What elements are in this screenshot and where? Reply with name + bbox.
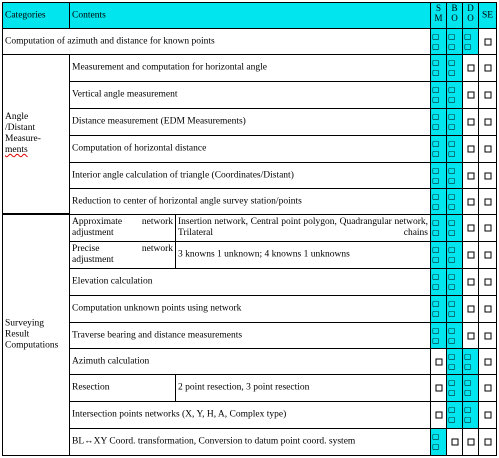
mark-cell: [462, 322, 479, 349]
mark-cell: [462, 428, 479, 456]
checkbox-icon: ▢: [432, 112, 440, 121]
checkbox-icon: [467, 172, 474, 179]
mark-cell: [430, 374, 447, 402]
mark-cell: [462, 241, 479, 269]
checkbox-icon: ▢: [432, 175, 440, 185]
mark-cell: [478, 374, 497, 402]
header-sm-line1: S: [435, 3, 441, 13]
checkbox-icon: [467, 279, 474, 286]
mark-cell: [478, 108, 497, 136]
checkbox-icon: ▢: [432, 95, 440, 104]
checkbox-icon: ▢: [448, 122, 456, 131]
mark-cell: [462, 54, 479, 82]
header-contents: [69, 2, 431, 29]
row-label: Reduction to center of horizontal angle survey station/points: [72, 196, 302, 206]
mark-cell: [462, 28, 479, 55]
checkbox-icon: ▢: [448, 58, 456, 67]
checkbox-icon: ▢: [448, 165, 456, 175]
mark-cell: [478, 188, 497, 215]
checkbox-icon: ▢: [432, 282, 440, 291]
row-label: Vertical angle measurement: [72, 89, 178, 100]
mark-cell: [430, 81, 447, 109]
checkbox-icon: ▢: [432, 68, 440, 77]
checkbox-icon: ▢: [448, 405, 456, 414]
row-bl-xy: [69, 428, 431, 456]
resection-detail: 2 point resection, 3 point resection: [178, 382, 310, 393]
checkbox-icon: ▢: [448, 191, 456, 201]
row-azimuth-calc: [69, 348, 431, 375]
checkbox-icon: [484, 146, 491, 153]
mark-cell: [430, 188, 447, 215]
checkbox-icon: ▢: [464, 405, 472, 414]
checkbox-icon: ▢: [464, 351, 472, 361]
precise-network-detail: 3 knowns 1 unknown; 4 knowns 1 unknowns: [178, 249, 350, 260]
category-angle-distant-label: Angle /Distant Measure- ments: [5, 112, 41, 155]
mark-cell: [446, 268, 463, 296]
checkbox-icon: ▢: [432, 31, 440, 41]
mark-cell: [462, 401, 479, 429]
header-b-line1: B: [451, 3, 458, 13]
mark-cell: [430, 401, 447, 429]
checkbox-icon: ▢: [448, 272, 456, 281]
checkbox-icon: ▢: [432, 85, 440, 94]
checkbox-icon: [484, 332, 491, 339]
precise-network-detail-cell: [175, 241, 431, 269]
row-elevation: [69, 268, 431, 296]
checkbox-icon: [467, 119, 474, 126]
checkbox-icon: ▢: [448, 335, 456, 345]
checkbox-icon: ▢: [432, 41, 440, 51]
row-label: Computation of horizontal distance: [72, 143, 207, 154]
header-se-label: SE: [482, 10, 494, 20]
mark-cell: [478, 241, 497, 269]
checkbox-icon: ▢: [432, 335, 440, 345]
checkbox-icon: ▢: [432, 201, 440, 211]
mark-cell: [462, 268, 479, 296]
checkbox-icon: ▢: [448, 351, 456, 361]
checkbox-icon: ▢: [432, 309, 440, 318]
mark-cell: [446, 241, 463, 269]
checkbox-icon: ▢: [432, 165, 440, 175]
mark-cell: [446, 81, 463, 109]
header-sm-line2: M: [434, 13, 443, 23]
checkbox-icon: [467, 252, 474, 259]
header-categories: [2, 2, 70, 29]
checkbox-icon: ▢: [432, 218, 440, 227]
survey-functions-table: [2, 2, 497, 456]
row-label: Elevation calculation: [72, 276, 153, 287]
checkbox-icon: ▢: [432, 122, 440, 131]
checkbox-icon: ▢: [432, 245, 440, 254]
mark-cell: [430, 108, 447, 136]
checkbox-icon: [467, 92, 474, 99]
checkbox-icon: ▢: [448, 228, 456, 237]
header-categories-label: Categories: [5, 10, 46, 20]
checkbox-icon: [467, 332, 474, 339]
mark-cell: [478, 268, 497, 296]
checkbox-icon: ▢: [448, 218, 456, 227]
checkbox-icon: ▢: [432, 272, 440, 281]
checkbox-icon: ▢: [448, 299, 456, 308]
mark-cell: [446, 401, 463, 429]
checkbox-icon: [484, 358, 491, 365]
mark-cell: [478, 81, 497, 109]
header-d-line1: D: [467, 3, 474, 13]
checkbox-icon: [484, 65, 491, 72]
category-surveying: [2, 214, 70, 456]
row-vertical-angle: [69, 81, 431, 109]
checkbox-icon: [467, 146, 474, 153]
checkbox-icon: ▢: [448, 68, 456, 77]
checkbox-icon: ▢: [448, 201, 456, 211]
mark-cell: [462, 214, 479, 242]
mark-cell: [478, 401, 497, 429]
mark-cell: [430, 162, 447, 189]
checkbox-icon: [484, 38, 491, 45]
checkbox-icon: ▢: [448, 31, 456, 41]
mark-cell: [446, 322, 463, 349]
checkbox-icon: [484, 385, 491, 392]
row-azimuth-known: [2, 28, 431, 55]
checkbox-icon: ▢: [464, 378, 472, 387]
checkbox-icon: [467, 198, 474, 205]
row-interior-angle: [69, 162, 431, 189]
mark-cell: [446, 348, 463, 375]
row-reduction-center: [69, 188, 431, 215]
row-edm: [69, 108, 431, 136]
row-label: Distance measurement (EDM Measurements): [72, 116, 246, 127]
checkbox-icon: ▢: [432, 255, 440, 264]
checkbox-icon: ▢: [464, 31, 472, 41]
row-horizontal-distance: [69, 135, 431, 163]
mark-cell: [430, 428, 447, 456]
mark-cell: [478, 322, 497, 349]
mark-cell: [462, 348, 479, 375]
checkbox-icon: [451, 439, 458, 446]
mark-cell: [462, 295, 479, 323]
checkbox-icon: [435, 358, 442, 365]
mark-cell: [462, 108, 479, 136]
mark-cell: [446, 188, 463, 215]
mark-cell: [446, 428, 463, 456]
checkbox-icon: ▢: [448, 112, 456, 121]
checkbox-icon: ▢: [432, 442, 440, 451]
checkbox-icon: [484, 198, 491, 205]
approx-network-detail: Insertion network, Central point polygon, Quadrangular network, Trilateral chains: [178, 217, 428, 238]
checkbox-icon: [484, 412, 491, 419]
mark-cell: [478, 214, 497, 242]
row-label: Computation unknown points using network: [72, 303, 242, 314]
checkbox-icon: ▢: [432, 191, 440, 201]
checkbox-icon: ▢: [464, 388, 472, 397]
checkbox-icon: ▢: [432, 58, 440, 67]
header-sm: [430, 2, 447, 29]
approx-network-label: Approximate network adjustment: [72, 217, 173, 238]
checkbox-icon: ▢: [448, 415, 456, 424]
checkbox-icon: ▢: [448, 309, 456, 318]
mark-cell: [430, 135, 447, 163]
checkbox-icon: ▢: [448, 255, 456, 264]
checkbox-icon: ▢: [448, 85, 456, 94]
checkbox-icon: ▢: [448, 175, 456, 185]
mark-cell: [478, 348, 497, 375]
checkbox-icon: [484, 92, 491, 99]
checkbox-icon: ▢: [448, 95, 456, 104]
mark-cell: [462, 188, 479, 215]
mark-cell: [446, 374, 463, 402]
checkbox-icon: [484, 306, 491, 313]
checkbox-icon: ▢: [448, 245, 456, 254]
header-b-line2: O: [451, 13, 458, 23]
checkbox-icon: [484, 279, 491, 286]
header-d: [462, 2, 479, 29]
row-traverse: [69, 322, 431, 349]
row-azimuth-known-label: Computation of azimuth and distance for known points: [5, 36, 215, 46]
checkbox-icon: [484, 225, 491, 232]
mark-cell: [478, 28, 497, 55]
checkbox-icon: ▢: [448, 149, 456, 158]
category-surveying-label: Surveying Result Computations: [5, 318, 59, 351]
mark-cell: [478, 162, 497, 189]
header-contents-label: Contents: [72, 10, 106, 20]
checkbox-icon: [467, 65, 474, 72]
mark-cell: [478, 428, 497, 456]
mark-cell: [446, 295, 463, 323]
checkbox-icon: ▢: [448, 282, 456, 291]
mark-cell: [462, 162, 479, 189]
mark-cell: [446, 162, 463, 189]
checkbox-icon: ▢: [432, 299, 440, 308]
mark-cell: [430, 28, 447, 55]
row-intersection: [69, 401, 431, 429]
checkbox-icon: ▢: [448, 378, 456, 387]
checkbox-icon: ▢: [432, 432, 440, 441]
header-d-line2: O: [467, 13, 474, 23]
mark-cell: [446, 214, 463, 242]
checkbox-icon: ▢: [464, 361, 472, 371]
approx-network-label-cell: [69, 214, 176, 242]
checkbox-icon: ▢: [448, 41, 456, 51]
checkbox-icon: [435, 412, 442, 419]
row-label: Intersection points networks (X, Y, H, A, Complex type): [72, 409, 287, 420]
checkbox-icon: ▢: [432, 325, 440, 335]
header-se: [478, 2, 497, 29]
mark-cell: [430, 348, 447, 375]
precise-network-label: Precise network adjustment: [72, 244, 173, 265]
mark-cell: [430, 214, 447, 242]
checkbox-icon: [484, 172, 491, 179]
checkbox-icon: [435, 385, 442, 392]
checkbox-icon: [467, 439, 474, 446]
category-angle-distant: [2, 54, 70, 214]
mark-cell: [462, 374, 479, 402]
checkbox-icon: ▢: [464, 41, 472, 51]
mark-cell: [446, 28, 463, 55]
mark-cell: [478, 54, 497, 82]
row-label: Traverse bearing and distance measurements: [72, 330, 243, 340]
resection-detail-cell: [175, 374, 431, 402]
resection-label-cell: [69, 374, 176, 402]
row-label: Azimuth calculation: [72, 356, 150, 366]
mark-cell: [462, 81, 479, 109]
mark-cell: [430, 268, 447, 296]
checkbox-icon: ▢: [432, 139, 440, 148]
checkbox-icon: ▢: [448, 325, 456, 335]
checkbox-icon: [467, 225, 474, 232]
mark-cell: [462, 135, 479, 163]
mark-cell: [430, 54, 447, 82]
checkbox-icon: ▢: [432, 228, 440, 237]
checkbox-icon: [484, 252, 491, 259]
mark-cell: [446, 135, 463, 163]
header-b: [446, 2, 463, 29]
mark-cell: [478, 295, 497, 323]
checkbox-icon: ▢: [448, 388, 456, 397]
mark-cell: [430, 241, 447, 269]
checkbox-icon: [484, 119, 491, 126]
mark-cell: [446, 108, 463, 136]
checkbox-icon: ▢: [464, 415, 472, 424]
precise-network-label-cell: [69, 241, 176, 269]
resection-label: Resection: [72, 382, 110, 393]
mark-cell: [430, 295, 447, 323]
checkbox-icon: ▢: [448, 361, 456, 371]
row-label: Interior angle calculation of triangle (Coordinates/Distant): [72, 170, 294, 180]
approx-network-detail-cell: [175, 214, 431, 242]
checkbox-icon: ▢: [432, 149, 440, 158]
mark-cell: [478, 135, 497, 163]
checkbox-icon: ▢: [448, 139, 456, 148]
mark-cell: [430, 322, 447, 349]
checkbox-icon: [467, 306, 474, 313]
row-label: Measurement and computation for horizontal angle: [72, 62, 267, 73]
row-computation-unknown: [69, 295, 431, 323]
checkbox-icon: [484, 439, 491, 446]
row-label: BL↔XY Coord. transformation, Conversion to datum point coord. system: [72, 436, 356, 447]
mark-cell: [446, 54, 463, 82]
row-horizontal-angle: [69, 54, 431, 82]
